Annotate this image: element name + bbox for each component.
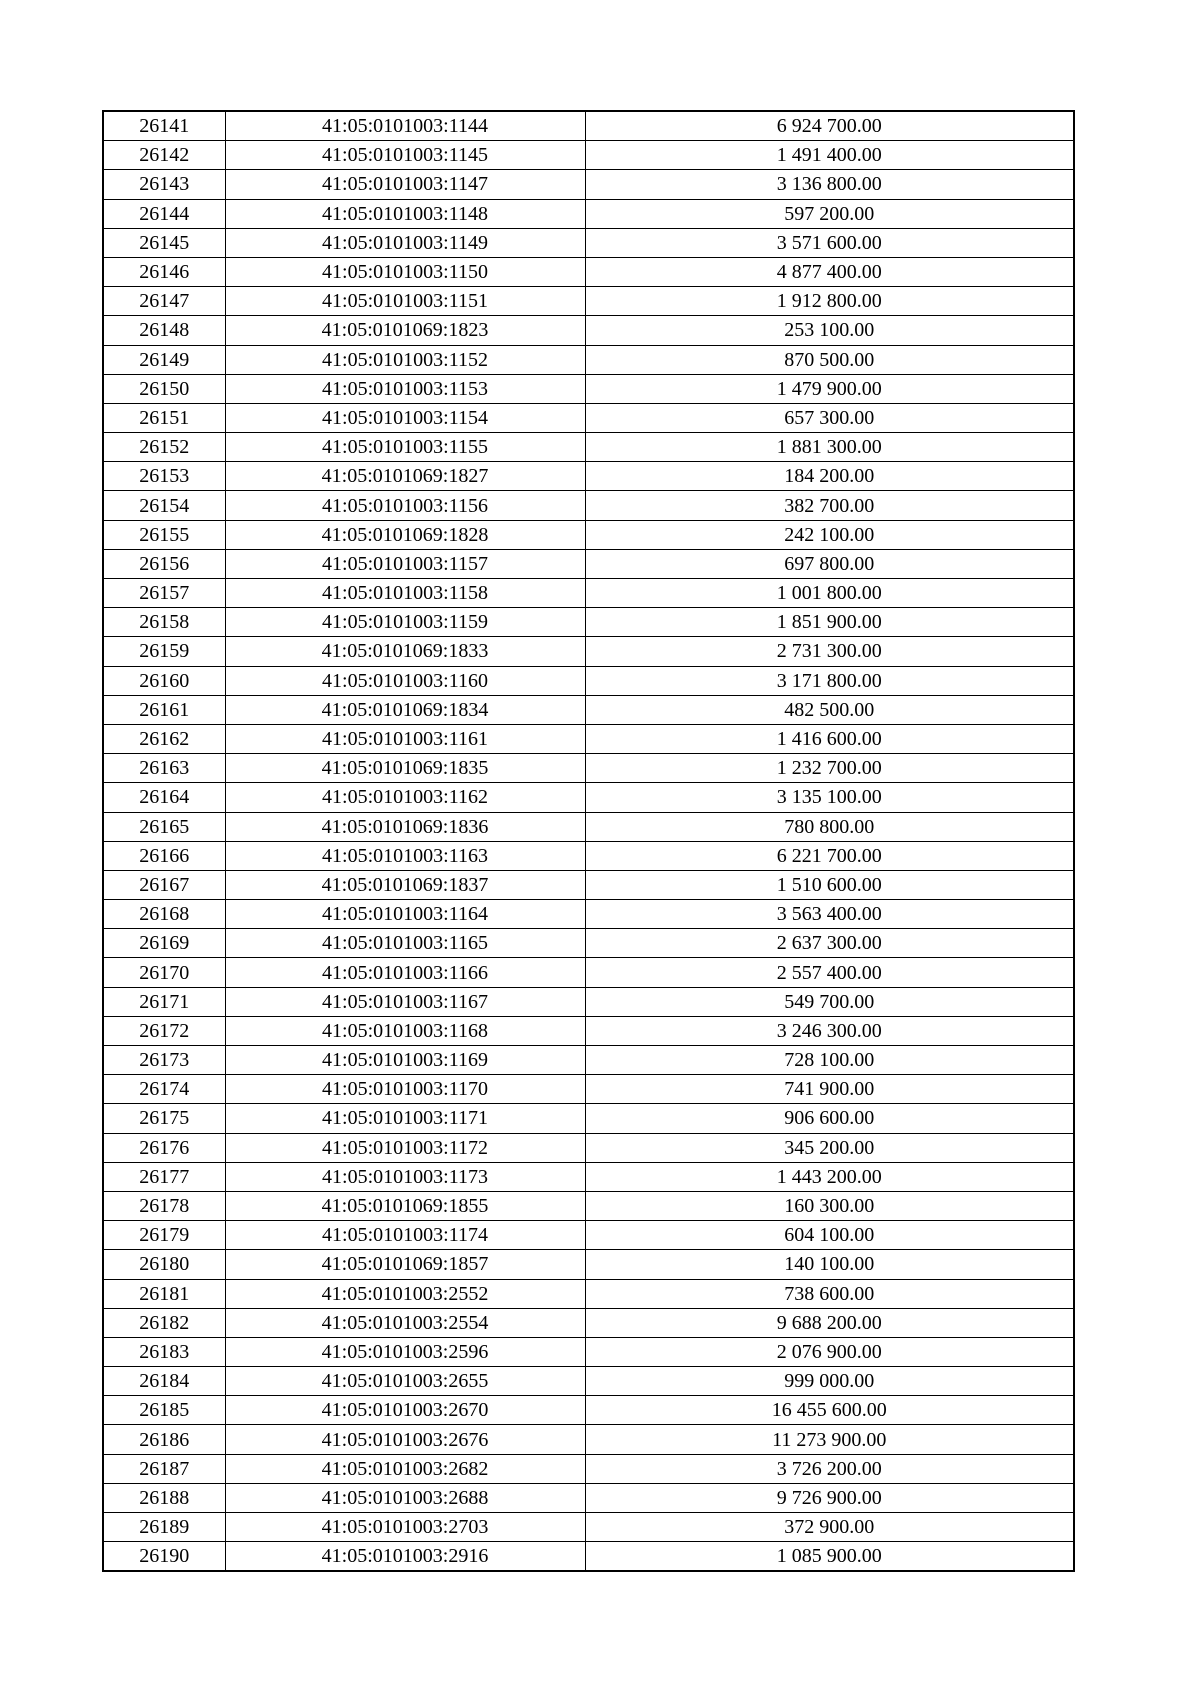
cadastral-number-cell: 41:05:0101003:1158 bbox=[225, 579, 585, 608]
table-row bbox=[103, 170, 1074, 199]
cadastral-value-cell: 242 100.00 bbox=[585, 520, 1074, 549]
cadastral-value-cell: 1 232 700.00 bbox=[585, 754, 1074, 783]
cadastral-value-cell: 1 479 900.00 bbox=[585, 374, 1074, 403]
cadastral-number-cell: 41:05:0101003:1167 bbox=[225, 987, 585, 1016]
cadastral-number-cell: 41:05:0101003:1160 bbox=[225, 666, 585, 695]
cadastral-number-cell: 41:05:0101003:1163 bbox=[225, 841, 585, 870]
cadastral-value-cell: 3 246 300.00 bbox=[585, 1016, 1074, 1045]
row-number-cell: 26151 bbox=[103, 403, 225, 432]
cadastral-value-cell: 9 688 200.00 bbox=[585, 1308, 1074, 1337]
cadastral-number-cell: 41:05:0101003:1172 bbox=[225, 1133, 585, 1162]
cadastral-number-cell: 41:05:0101003:1153 bbox=[225, 374, 585, 403]
row-number-cell: 26179 bbox=[103, 1221, 225, 1250]
cadastral-value-cell: 3 563 400.00 bbox=[585, 900, 1074, 929]
row-number-cell: 26172 bbox=[103, 1016, 225, 1045]
cadastral-number-cell: 41:05:0101003:1170 bbox=[225, 1075, 585, 1104]
cadastral-number-cell: 41:05:0101003:1162 bbox=[225, 783, 585, 812]
row-number-cell: 26187 bbox=[103, 1454, 225, 1483]
table-row bbox=[103, 1396, 1074, 1425]
cadastral-number-cell: 41:05:0101003:1154 bbox=[225, 403, 585, 432]
cadastral-value-cell: 3 171 800.00 bbox=[585, 666, 1074, 695]
table-row bbox=[103, 228, 1074, 257]
row-number-cell: 26170 bbox=[103, 958, 225, 987]
cadastral-number-cell: 41:05:0101003:1169 bbox=[225, 1046, 585, 1075]
cadastral-number-cell: 41:05:0101069:1828 bbox=[225, 520, 585, 549]
row-number-cell: 26161 bbox=[103, 695, 225, 724]
cadastral-value-cell: 372 900.00 bbox=[585, 1513, 1074, 1542]
table-row bbox=[103, 695, 1074, 724]
table-row bbox=[103, 958, 1074, 987]
table-row bbox=[103, 345, 1074, 374]
cadastral-number-cell: 41:05:0101003:1152 bbox=[225, 345, 585, 374]
table-row bbox=[103, 1425, 1074, 1454]
cadastral-number-cell: 41:05:0101003:1171 bbox=[225, 1104, 585, 1133]
table-row bbox=[103, 608, 1074, 637]
cadastral-value-cell: 2 076 900.00 bbox=[585, 1337, 1074, 1366]
cadastral-number-cell: 41:05:0101003:2655 bbox=[225, 1367, 585, 1396]
table-row bbox=[103, 1483, 1074, 1512]
cadastral-value-cell: 482 500.00 bbox=[585, 695, 1074, 724]
cadastral-number-cell: 41:05:0101003:1156 bbox=[225, 491, 585, 520]
cadastral-value-cell: 3 571 600.00 bbox=[585, 228, 1074, 257]
row-number-cell: 26148 bbox=[103, 316, 225, 345]
row-number-cell: 26180 bbox=[103, 1250, 225, 1279]
table-row bbox=[103, 111, 1074, 141]
table-row bbox=[103, 316, 1074, 345]
cadastral-number-cell: 41:05:0101003:1159 bbox=[225, 608, 585, 637]
cadastral-number-cell: 41:05:0101003:1165 bbox=[225, 929, 585, 958]
row-number-cell: 26171 bbox=[103, 987, 225, 1016]
table-row bbox=[103, 1279, 1074, 1308]
table-row bbox=[103, 1046, 1074, 1075]
row-number-cell: 26174 bbox=[103, 1075, 225, 1104]
table-row bbox=[103, 1542, 1074, 1572]
cadastral-value-cell: 999 000.00 bbox=[585, 1367, 1074, 1396]
cadastral-number-cell: 41:05:0101003:1155 bbox=[225, 433, 585, 462]
row-number-cell: 26153 bbox=[103, 462, 225, 491]
cadastral-value-cell: 3 726 200.00 bbox=[585, 1454, 1074, 1483]
table-row bbox=[103, 141, 1074, 170]
cadastral-value-cell: 1 443 200.00 bbox=[585, 1162, 1074, 1191]
cadastral-value-cell: 1 085 900.00 bbox=[585, 1542, 1074, 1572]
row-number-cell: 26178 bbox=[103, 1191, 225, 1220]
cadastral-number-cell: 41:05:0101003:1161 bbox=[225, 724, 585, 753]
row-number-cell: 26155 bbox=[103, 520, 225, 549]
cadastral-value-cell: 184 200.00 bbox=[585, 462, 1074, 491]
cadastral-value-cell: 6 221 700.00 bbox=[585, 841, 1074, 870]
table-row bbox=[103, 1133, 1074, 1162]
cadastral-number-cell: 41:05:0101003:1148 bbox=[225, 199, 585, 228]
table-row bbox=[103, 1221, 1074, 1250]
cadastral-value-cell: 549 700.00 bbox=[585, 987, 1074, 1016]
row-number-cell: 26142 bbox=[103, 141, 225, 170]
table-row bbox=[103, 900, 1074, 929]
cadastral-number-cell: 41:05:0101003:1147 bbox=[225, 170, 585, 199]
table-row bbox=[103, 1104, 1074, 1133]
cadastral-number-cell: 41:05:0101003:1151 bbox=[225, 287, 585, 316]
cadastral-number-cell: 41:05:0101003:1150 bbox=[225, 257, 585, 286]
table-row bbox=[103, 1250, 1074, 1279]
row-number-cell: 26158 bbox=[103, 608, 225, 637]
cadastral-value-cell: 1 510 600.00 bbox=[585, 870, 1074, 899]
row-number-cell: 26152 bbox=[103, 433, 225, 462]
cadastral-value-cell: 3 136 800.00 bbox=[585, 170, 1074, 199]
cadastral-value-cell: 1 881 300.00 bbox=[585, 433, 1074, 462]
cadastral-value-cell: 728 100.00 bbox=[585, 1046, 1074, 1075]
table-row bbox=[103, 754, 1074, 783]
table-row bbox=[103, 1513, 1074, 1542]
row-number-cell: 26164 bbox=[103, 783, 225, 812]
row-number-cell: 26176 bbox=[103, 1133, 225, 1162]
table-row bbox=[103, 579, 1074, 608]
table-row bbox=[103, 433, 1074, 462]
row-number-cell: 26144 bbox=[103, 199, 225, 228]
row-number-cell: 26166 bbox=[103, 841, 225, 870]
table-row bbox=[103, 374, 1074, 403]
cadastral-value-cell: 1 001 800.00 bbox=[585, 579, 1074, 608]
row-number-cell: 26149 bbox=[103, 345, 225, 374]
cadastral-value-cell: 2 557 400.00 bbox=[585, 958, 1074, 987]
cadastral-value-cell: 780 800.00 bbox=[585, 812, 1074, 841]
cadastral-number-cell: 41:05:0101069:1857 bbox=[225, 1250, 585, 1279]
row-number-cell: 26175 bbox=[103, 1104, 225, 1133]
row-number-cell: 26156 bbox=[103, 549, 225, 578]
cadastral-number-cell: 41:05:0101069:1827 bbox=[225, 462, 585, 491]
table-row bbox=[103, 520, 1074, 549]
table-row bbox=[103, 199, 1074, 228]
row-number-cell: 26167 bbox=[103, 870, 225, 899]
cadastral-value-cell: 1 912 800.00 bbox=[585, 287, 1074, 316]
cadastral-number-cell: 41:05:0101069:1837 bbox=[225, 870, 585, 899]
table-row bbox=[103, 666, 1074, 695]
table-row bbox=[103, 462, 1074, 491]
cadastral-number-cell: 41:05:0101003:2552 bbox=[225, 1279, 585, 1308]
row-number-cell: 26182 bbox=[103, 1308, 225, 1337]
row-number-cell: 26162 bbox=[103, 724, 225, 753]
row-number-cell: 26154 bbox=[103, 491, 225, 520]
cadastral-value-cell: 345 200.00 bbox=[585, 1133, 1074, 1162]
cadastral-number-cell: 41:05:0101003:1145 bbox=[225, 141, 585, 170]
table-row bbox=[103, 1337, 1074, 1366]
cadastral-number-cell: 41:05:0101003:2670 bbox=[225, 1396, 585, 1425]
table-row bbox=[103, 1191, 1074, 1220]
row-number-cell: 26145 bbox=[103, 228, 225, 257]
table-row bbox=[103, 1016, 1074, 1045]
table-row bbox=[103, 724, 1074, 753]
table-row bbox=[103, 1075, 1074, 1104]
row-number-cell: 26147 bbox=[103, 287, 225, 316]
row-number-cell: 26186 bbox=[103, 1425, 225, 1454]
table-row bbox=[103, 987, 1074, 1016]
cadastral-number-cell: 41:05:0101003:1173 bbox=[225, 1162, 585, 1191]
cadastral-value-cell: 906 600.00 bbox=[585, 1104, 1074, 1133]
table-row bbox=[103, 870, 1074, 899]
table-row bbox=[103, 491, 1074, 520]
cadastral-value-cell: 1 851 900.00 bbox=[585, 608, 1074, 637]
cadastral-number-cell: 41:05:0101003:2703 bbox=[225, 1513, 585, 1542]
cadastral-number-cell: 41:05:0101003:2682 bbox=[225, 1454, 585, 1483]
cadastral-value-cell: 11 273 900.00 bbox=[585, 1425, 1074, 1454]
table-row bbox=[103, 403, 1074, 432]
cadastral-number-cell: 41:05:0101003:1166 bbox=[225, 958, 585, 987]
table-row bbox=[103, 549, 1074, 578]
row-number-cell: 26146 bbox=[103, 257, 225, 286]
table-row bbox=[103, 1454, 1074, 1483]
cadastral-number-cell: 41:05:0101069:1834 bbox=[225, 695, 585, 724]
cadastral-value-cell: 741 900.00 bbox=[585, 1075, 1074, 1104]
table-body bbox=[103, 111, 1074, 1571]
table-row bbox=[103, 1367, 1074, 1396]
cadastral-number-cell: 41:05:0101003:1174 bbox=[225, 1221, 585, 1250]
row-number-cell: 26141 bbox=[103, 111, 225, 141]
row-number-cell: 26189 bbox=[103, 1513, 225, 1542]
cadastral-number-cell: 41:05:0101069:1833 bbox=[225, 637, 585, 666]
cadastral-number-cell: 41:05:0101069:1836 bbox=[225, 812, 585, 841]
row-number-cell: 26169 bbox=[103, 929, 225, 958]
cadastral-number-cell: 41:05:0101003:1164 bbox=[225, 900, 585, 929]
row-number-cell: 26157 bbox=[103, 579, 225, 608]
row-number-cell: 26173 bbox=[103, 1046, 225, 1075]
cadastral-value-cell: 6 924 700.00 bbox=[585, 111, 1074, 141]
cadastral-value-cell: 657 300.00 bbox=[585, 403, 1074, 432]
cadastral-value-cell: 738 600.00 bbox=[585, 1279, 1074, 1308]
cadastral-number-cell: 41:05:0101069:1823 bbox=[225, 316, 585, 345]
row-number-cell: 26183 bbox=[103, 1337, 225, 1366]
table-row bbox=[103, 783, 1074, 812]
cadastral-number-cell: 41:05:0101069:1855 bbox=[225, 1191, 585, 1220]
row-number-cell: 26159 bbox=[103, 637, 225, 666]
row-number-cell: 26165 bbox=[103, 812, 225, 841]
cadastral-number-cell: 41:05:0101003:2554 bbox=[225, 1308, 585, 1337]
cadastral-number-cell: 41:05:0101003:2596 bbox=[225, 1337, 585, 1366]
table-row bbox=[103, 1308, 1074, 1337]
table-row bbox=[103, 812, 1074, 841]
cadastral-value-cell: 3 135 100.00 bbox=[585, 783, 1074, 812]
row-number-cell: 26160 bbox=[103, 666, 225, 695]
cadastral-value-cell: 16 455 600.00 bbox=[585, 1396, 1074, 1425]
cadastral-number-cell: 41:05:0101069:1835 bbox=[225, 754, 585, 783]
cadastral-value-cell: 9 726 900.00 bbox=[585, 1483, 1074, 1512]
row-number-cell: 26150 bbox=[103, 374, 225, 403]
row-number-cell: 26143 bbox=[103, 170, 225, 199]
table-row bbox=[103, 929, 1074, 958]
cadastral-value-cell: 253 100.00 bbox=[585, 316, 1074, 345]
table-row bbox=[103, 1162, 1074, 1191]
cadastral-number-cell: 41:05:0101003:1157 bbox=[225, 549, 585, 578]
row-number-cell: 26185 bbox=[103, 1396, 225, 1425]
row-number-cell: 26163 bbox=[103, 754, 225, 783]
cadastral-value-cell: 160 300.00 bbox=[585, 1191, 1074, 1220]
table-row bbox=[103, 841, 1074, 870]
table-row bbox=[103, 637, 1074, 666]
row-number-cell: 26188 bbox=[103, 1483, 225, 1512]
table-row bbox=[103, 257, 1074, 286]
table-row bbox=[103, 287, 1074, 316]
cadastral-number-cell: 41:05:0101003:1144 bbox=[225, 111, 585, 141]
cadastral-value-cell: 2 637 300.00 bbox=[585, 929, 1074, 958]
row-number-cell: 26177 bbox=[103, 1162, 225, 1191]
row-number-cell: 26184 bbox=[103, 1367, 225, 1396]
row-number-cell: 26190 bbox=[103, 1542, 225, 1572]
cadastral-number-cell: 41:05:0101003:2916 bbox=[225, 1542, 585, 1572]
cadastral-value-cell: 1 491 400.00 bbox=[585, 141, 1074, 170]
cadastral-number-cell: 41:05:0101003:2676 bbox=[225, 1425, 585, 1454]
cadastral-value-cell: 870 500.00 bbox=[585, 345, 1074, 374]
cadastral-value-cell: 140 100.00 bbox=[585, 1250, 1074, 1279]
cadastral-value-cell: 4 877 400.00 bbox=[585, 257, 1074, 286]
cadastral-number-cell: 41:05:0101003:1168 bbox=[225, 1016, 585, 1045]
cadastral-value-cell: 382 700.00 bbox=[585, 491, 1074, 520]
cadastral-value-cell: 1 416 600.00 bbox=[585, 724, 1074, 753]
cadastral-value-cell: 697 800.00 bbox=[585, 549, 1074, 578]
cadastral-value-cell: 2 731 300.00 bbox=[585, 637, 1074, 666]
row-number-cell: 26181 bbox=[103, 1279, 225, 1308]
row-number-cell: 26168 bbox=[103, 900, 225, 929]
cadastral-number-cell: 41:05:0101003:2688 bbox=[225, 1483, 585, 1512]
cadastral-value-cell: 597 200.00 bbox=[585, 199, 1074, 228]
cadastral-number-cell: 41:05:0101003:1149 bbox=[225, 228, 585, 257]
cadastral-value-table bbox=[102, 110, 1075, 1572]
cadastral-value-cell: 604 100.00 bbox=[585, 1221, 1074, 1250]
